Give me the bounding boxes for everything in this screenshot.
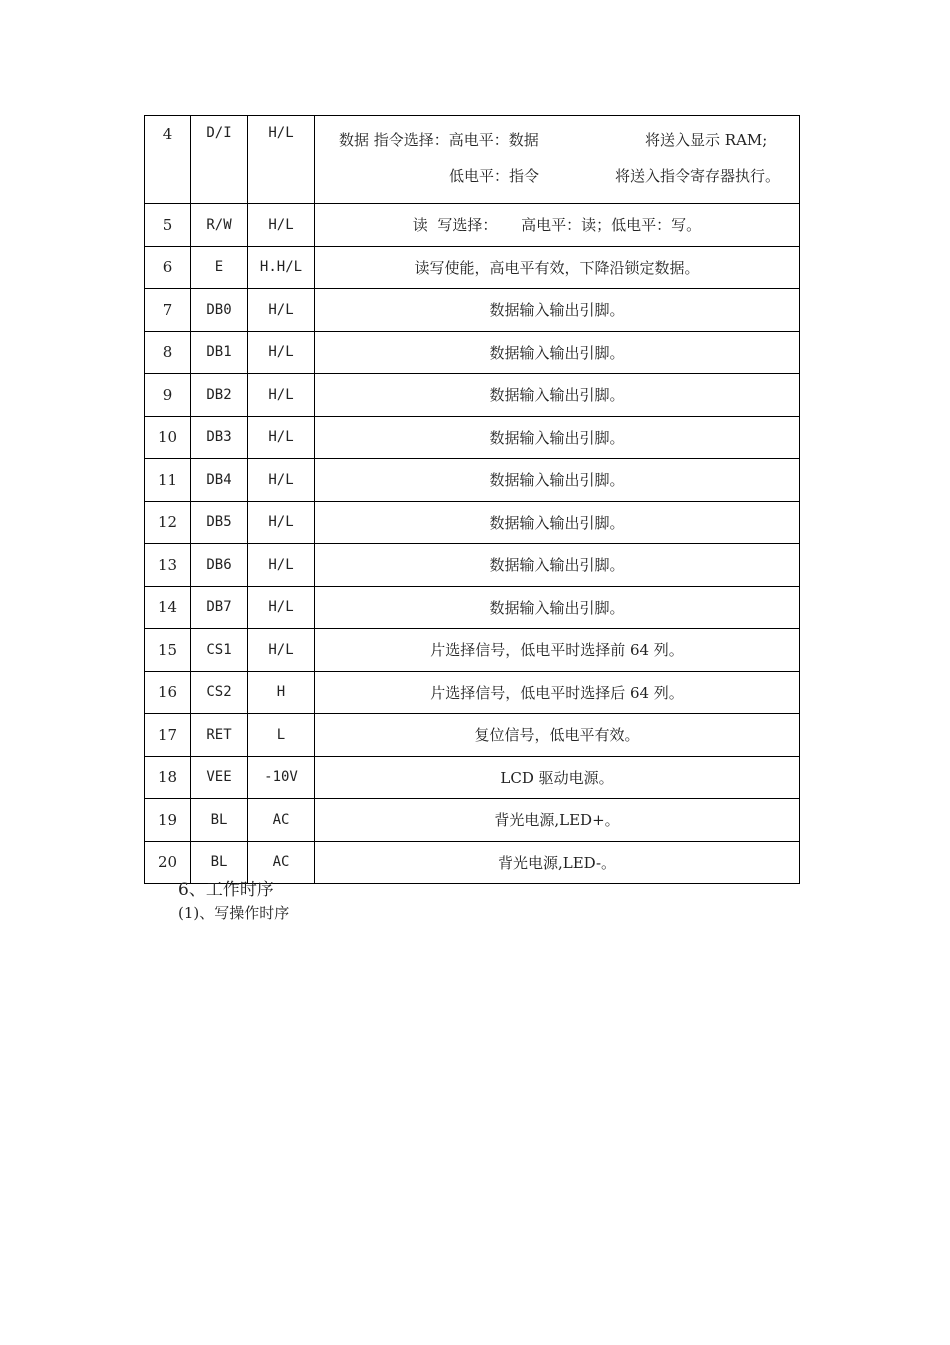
pin-function: 数据输入输出引脚。 bbox=[315, 586, 800, 629]
pin-level: AC bbox=[248, 799, 315, 842]
table-row bbox=[145, 756, 800, 799]
pin-function: 数据输入输出引脚。 bbox=[315, 374, 800, 417]
section-heading: 6、工作时序 bbox=[178, 880, 274, 900]
table-row bbox=[145, 671, 800, 714]
table-row bbox=[145, 544, 800, 587]
pin-symbol: DB3 bbox=[191, 416, 248, 459]
pin-function: 数据输入输出引脚。 bbox=[315, 331, 800, 374]
pin-symbol: CS1 bbox=[191, 629, 248, 672]
pin-level: H/L bbox=[248, 374, 315, 417]
pin-level: -10V bbox=[248, 756, 315, 799]
pin-symbol: DB5 bbox=[191, 501, 248, 544]
table-row bbox=[145, 799, 800, 842]
pin-function: 数据输入输出引脚。 bbox=[315, 459, 800, 502]
pin-symbol: DB2 bbox=[191, 374, 248, 417]
pin-function: 数据输入输出引脚。 bbox=[315, 501, 800, 544]
table-row bbox=[145, 714, 800, 757]
pin-function: 复位信号，低电平有效。 bbox=[315, 714, 800, 757]
pin-level: H/L bbox=[248, 289, 315, 332]
pin-level: H/L bbox=[248, 416, 315, 459]
pin-symbol: RET bbox=[191, 714, 248, 757]
pin-number: 9 bbox=[145, 374, 191, 417]
pin-level: H bbox=[248, 671, 315, 714]
pin-level: L bbox=[248, 714, 315, 757]
pin-symbol: E bbox=[191, 246, 248, 289]
pin-level: H/L bbox=[248, 116, 315, 204]
pin-symbol: BL bbox=[191, 841, 248, 884]
pin-function: 读 写选择： 高电平：读；低电平：写。 bbox=[315, 204, 800, 247]
pin-number: 12 bbox=[145, 501, 191, 544]
pin-level: AC bbox=[248, 841, 315, 884]
pin-number: 10 bbox=[145, 416, 191, 459]
pin-level: H/L bbox=[248, 204, 315, 247]
pin-function-line1b: 将送入显示 RAM; bbox=[645, 130, 768, 149]
pin-symbol: CS2 bbox=[191, 671, 248, 714]
table-row bbox=[145, 586, 800, 629]
pin-number: 5 bbox=[145, 204, 191, 247]
pin-symbol: DB1 bbox=[191, 331, 248, 374]
pin-function: 数据输入输出引脚。 bbox=[315, 289, 800, 332]
pin-function: 数据输入输出引脚。 bbox=[315, 416, 800, 459]
pin-number: 19 bbox=[145, 799, 191, 842]
pin-symbol: D/I bbox=[191, 116, 248, 204]
pin-number: 18 bbox=[145, 756, 191, 799]
pin-symbol: BL bbox=[191, 799, 248, 842]
pin-number: 16 bbox=[145, 671, 191, 714]
pin-function-line2a: 低电平：指令 bbox=[449, 166, 540, 185]
pin-function: 数据输入输出引脚。 bbox=[315, 544, 800, 587]
pin-number: 15 bbox=[145, 629, 191, 672]
pin-number: 14 bbox=[145, 586, 191, 629]
table-row bbox=[145, 629, 800, 672]
pin-function-line1a: 数据 指令选择：高电平：数据 bbox=[339, 130, 539, 149]
pin-symbol: DB0 bbox=[191, 289, 248, 332]
pin-number: 7 bbox=[145, 289, 191, 332]
pin-symbol: DB6 bbox=[191, 544, 248, 587]
pin-symbol: R/W bbox=[191, 204, 248, 247]
table-row bbox=[145, 459, 800, 502]
pin-level: H/L bbox=[248, 459, 315, 502]
table-row bbox=[145, 331, 800, 374]
sub-heading: (1)、写操作时序 bbox=[178, 904, 290, 922]
table-row bbox=[145, 116, 800, 204]
table-row bbox=[145, 374, 800, 417]
pin-number: 4 bbox=[145, 116, 191, 204]
pin-level: H/L bbox=[248, 586, 315, 629]
table-row bbox=[145, 289, 800, 332]
pin-level: H/L bbox=[248, 629, 315, 672]
pin-function-table bbox=[144, 115, 800, 884]
pin-number: 17 bbox=[145, 714, 191, 757]
pin-function: 片选择信号，低电平时选择前 64 列。 bbox=[315, 629, 800, 672]
pin-symbol: DB4 bbox=[191, 459, 248, 502]
table-row bbox=[145, 204, 800, 247]
pin-function: 读写使能，高电平有效，下降沿锁定数据。 bbox=[315, 246, 800, 289]
pin-number: 20 bbox=[145, 841, 191, 884]
pin-function: 背光电源,LED+。 bbox=[315, 799, 800, 842]
pin-number: 13 bbox=[145, 544, 191, 587]
pin-function-line2b: 将送入指令寄存器执行。 bbox=[615, 166, 781, 185]
pin-function-multiline bbox=[315, 121, 799, 199]
pin-level: H/L bbox=[248, 331, 315, 374]
pin-number: 6 bbox=[145, 246, 191, 289]
pin-function: 背光电源,LED-。 bbox=[315, 841, 800, 884]
table-row bbox=[145, 501, 800, 544]
pin-symbol: DB7 bbox=[191, 586, 248, 629]
pin-number: 11 bbox=[145, 459, 191, 502]
table-row bbox=[145, 246, 800, 289]
pin-level: H/L bbox=[248, 501, 315, 544]
table-row bbox=[145, 416, 800, 459]
pin-function: 片选择信号，低电平时选择后 64 列。 bbox=[315, 671, 800, 714]
pin-function: LCD 驱动电源。 bbox=[315, 756, 800, 799]
pin-level: H.H/L bbox=[248, 246, 315, 289]
pin-number: 8 bbox=[145, 331, 191, 374]
pin-level: H/L bbox=[248, 544, 315, 587]
pin-symbol: VEE bbox=[191, 756, 248, 799]
pin-function bbox=[315, 116, 800, 204]
